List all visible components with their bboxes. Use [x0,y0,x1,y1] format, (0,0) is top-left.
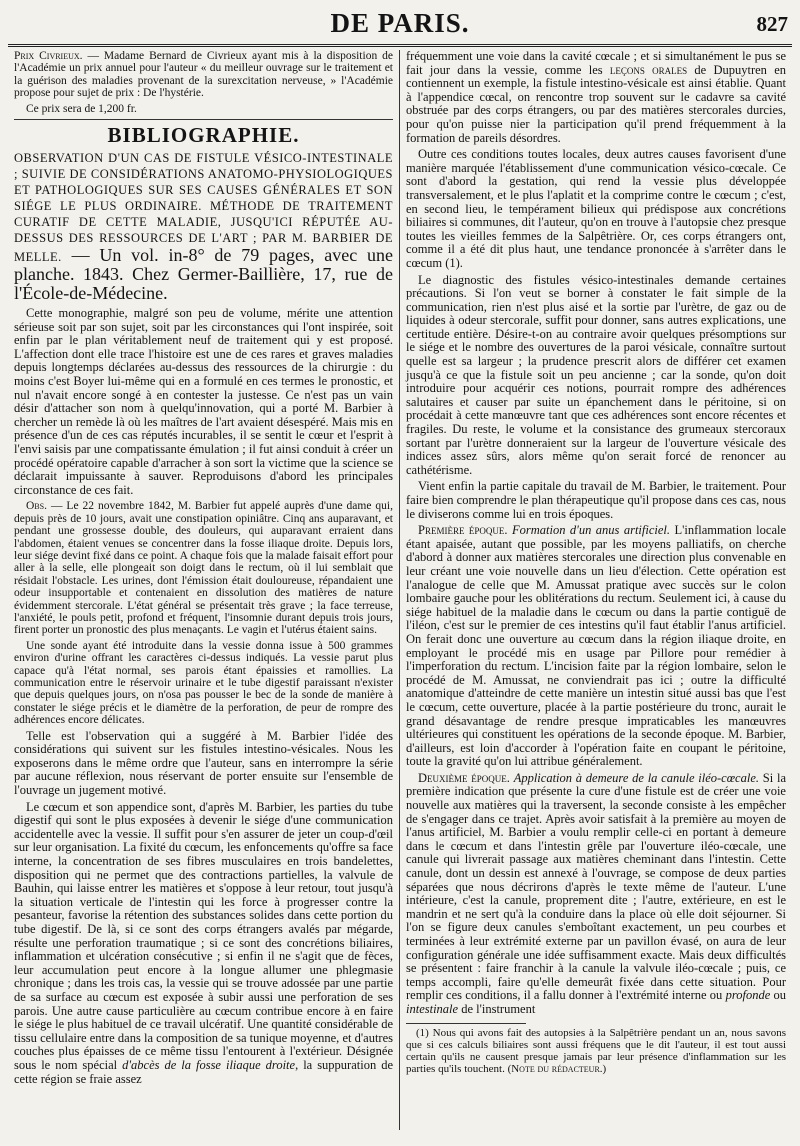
epoque-2-text: Si la première indication que présente la cure d'une fistule est de créer une voie nouvelle aux matières qui la traversent, la seconde consiste à les empêcher de s'engager dans ce trajet. Après avoir satisfait à la première au moyen de l'anus artificiel, M. Barbier a voulu remplir celle-ci en portant à demeure dans le cœcum et dans l'intestin grêle par l'ouverture iléo-cœcale, une canule qui livrerait passage aux matières cheminant dans l'intestin. Cette canule, dont un dessin est annexé à l'ouvrage, se compose de deux parties séparées que nous décrirons d'après le texte même de l'auteur. L'une intérieure, c'est la canule, proprement dite ; l'autre, extérieure, en est le mandrin et ne sert qu'à la conduire dans la place où elle doit séjourner. Si l'on se figure deux canules s'emboîtant exactement, un peu courbes et terminées à leur extrémité externe par un pavillon évasé, on aura de leur configuration générale une idée suffisamment exacte. Mais deux difficultés se présentent : faire franchir à la canule la valvule iléo-cœcale ; puis, ce temps accompli, faire qu'elle demeurât fixée dans cette situation. Pour remplir ces conditions, il a fallu donner à l'extrémité interne ou [406,770,786,1003]
bibliography-heading: BIBLIOGRAPHIE. [14,119,393,148]
prize-lead: Prix Civrieux. [14,50,83,62]
page-title: DE PARIS. [330,8,470,38]
paragraph-observation [14,500,393,636]
continued-smallcaps: leçons orales [609,62,688,77]
bibliography-book-title: OBSERVATION D'UN CAS DE FISTULE VÉSICO-INTESTINALE ; SUIVIE DE CONSIDÉRATIONS ANATOMO-PHYSIOLOGIQUES ET PATHOLOGIQUES SUR SES CAUSES GÉNÉRALES ET SON SIÉGE LE PLUS ORDINAIRE. MÉTHODE DE TRAITEMENT CURATIF DE CETTE MALADIE, JUSQU'ICI RÉPUTÉE AU-DESSUS DES RESSOURCES DE L'ART ; PAR M. BARBIER DE MELLE. [14,151,393,265]
prize-text: — Madame Bernard de Civrieux ayant mis à la disposition de l'Académie un prix annuel pour l'auteur « du meilleur ouvrage sur le traitement et la guérison des maladies provenant de la surexcitation nerveuse, » l'Académie propose pour sujet de prix : De l'hystérie. [14,50,393,100]
newspaper-page [8,8,792,1130]
footnote [406,1027,786,1075]
footnote-note: (Note du rédacteur.) [507,1062,607,1075]
epoque-2-italic-2: intestinale [406,1001,459,1016]
continued-text-b: de Dupuytren en contiennent un exemple, la fistule intestino-vésicale est ainsi établie. Quant à l'appendice cœcal, on rencontre trop souvent sur le cadavre sa cavité obstruée par des corps étrangers, ou par des matières stercorales durcies, pour qu'on puisse nier la participation qu'il prend fréquemment à la formation de pareils désordres. [406,62,786,145]
epoque-2-italic-1: profonde [725,988,771,1003]
caecum-text-a: Le cœcum et son appendice sont, d'après M. Barbier, les parties du tube digestif qui sont le plus exposées à devenir le siége d'une communication accidentelle avec la vessie. Il suffit pour s'en assurer de jeter un coup-d'œil sur leur organisation. La fixité du cœcum, les enfoncements qu'offre sa face interne, la concentration de ses fibres musculaires en trois bandelettes, disposition qui ne permet que des contractions partielles, la valvule de Bauhin, qui laisse entrer les matières et s'oppose à leur retour, tout jusqu'à la situation verticale de l'intestin qui les force à progresser contre la pesanteur, favorise la rétention des substances solides dans cette portion du tube digestif. De là, si ce sont des corps étrangers avalés par mégarde, résulte une perforation traumatique ; si ce sont des concrétions biliaires, inflammation et ulcération consécutive ; si enfin il ne s'agit que de fèces, leur accumulation peut encore à la longue allumer une phlegmasie chronique ; dans les trois cas, la vessie qui se trouve adossée par une partie de sa surface au cœcum est exposée à subir aussi une perforation de ses parois. Une autre cause particulière au cœcum contribue encore à en faire le siége le plus habituel de ce travail ulcératif. Une quantité considérable de tissu cellulaire entre dans la composition de sa tunique moyenne, et d'autres couches plus épaisses de ce même tissu l'entourent à l'extérieur. Désignée sous le nom spécial [14,799,393,1072]
right-column [400,50,792,1130]
paragraph-continued [406,50,786,145]
page-header [8,8,792,47]
caecum-italic: d'abcès de la fosse iliaque droite [122,1057,296,1072]
prize-notice [14,50,393,100]
paragraph-telle: Telle est l'observation qui a suggéré à M. Barbier l'idée des considérations qui suivent sur les fistules intestino-vésicales. Nous les exposerons dans le même ordre que l'auteur, sans en interrompre la série par aucune réflexion, nous réservant de porter ensuite sur l'ensemble de l'ouvrage un jugement motivé. [14,728,393,798]
epoque-2-mid: ou [770,988,787,1003]
paragraph-sonde: Une sonde ayant été introduite dans la vessie donna issue à 500 grammes environ d'urine offrant les caractères ci-dessus indiqués. La vessie parut plus capace qu'à l'état normal, ses parois étant épaissies et ramollies. La communication entre le réservoir urinaire et le tube digestif paraissant n'exister que depuis quelques jours, on n'osa pas pousser le bec de la sonde de manière à constater le siége précis et le diamètre de la perforation, de peur de rompre des adhérences encore délicates. [14,639,393,727]
footnote-text: (1) Nous qui avons fait des autopsies à la Salpêtrière pendant un an, nous savons que si ces calculs biliaires sont aussi fréquens que le dit l'auteur, il est tout aussi certain qu'ils ne causent presque jamais par leur présence d'inflammation sur les parties qu'ils touchent. [406,1026,786,1075]
prize-amount: Ce prix sera de 1,200 fr. [26,102,137,115]
article-columns [8,50,792,1130]
observation-text: — Le 22 novembre 1842, M. Barbier fut appelé auprès d'une dame qui, depuis près de 10 jours, avait une constipation opiniâtre. Cinq ans auparavant, et pendant une grossesse double, des douleurs, qui auparavant erraient dans l'abdomen, étaient venues se concentrer dans la fosse iliaque droite. Depuis lors, leur siége devint fixé dans ce point. A chaque fois que la malade faisait effort pour aller à la selle, elle plongeait son doigt dans le rectum, où il lui semblait que résidait l'obstacle. Les urines, dont l'émission était douloureuse, répandaient une odeur insupportable et contenaient en dissolution des matières de nature évidemment stercorale. L'état général se présentait très grave ; la face terreuse, l'anxiété, le pouls petit, profond et fréquent, l'insomnie durant depuis trois jours, firent porter un pronostic des plus menaçants. Le vagin et l'utérus étaient sains. [14,500,393,637]
paragraph-intro: Cette monographie, malgré son peu de volume, mérite une attention sérieuse soit par son sujet, soit par les circonstances qui l'ont inspirée, soit enfin par le plan véritablement neuf de traitement qui y est proposé. L'affection dont elle trace l'histoire est une de ces rares et graves maladies depuis longtemps déclarées au-dessus des ressources de la chirurgie : du moins c'est Boyer lui-même qui en a formulé en ces termes le pronostic, et nul n'avait encore songé à en contester la justesse. Ce n'est pas un vain désir d'attacher son nom à quelqu'innovation, qui a porté M. Barbier à chercher un remède là où les maîtres de l'art avaient désespéré. Mais mis en présence d'un de ces cas réputés incurables, il se sentit le cœur et l'esprit à l'envi saisis par une compatissante émulation ; il fut ainsi conduit à créer un procédé opératoire capable d'arracher à son sort la victime que la science se déclarait impuissante à sauver. Reproduisons d'abord les principales circonstance de ces fait. [14,306,393,497]
left-column [8,50,400,1130]
paragraph-caecum [14,801,393,1086]
paragraph-vient: Vient enfin la partie capitale du travail de M. Barbier, le traitement. Pour faire bien comprendre le plan thérapeutique qu'il propose dans ces cas, nous le diviserons comme lui en trois époques. [406,479,786,521]
caecum-text-b: , la suppuration de cette région se fraie assez [14,1057,393,1086]
bibliography-book-details: — Un vol. in-8° de 79 pages, avec une planche. 1843. Chez Germer-Baillière, 17, rue de l'École-de-Médecine. [14,245,393,304]
observation-lead: Obs. [26,500,47,513]
epoque-2-heading: Deuxième époque. [418,770,510,785]
bibliography-subtitle [14,150,393,303]
paragraph-epoque-1 [406,524,786,769]
paragraph-outre: Outre ces conditions toutes locales, deux autres causes favorisent d'une manière marquée l'établissement d'une communication vésico-cœcale. Ce sont d'abord la gestation, qui rend la vessie plus développée transversalement, et le plus l'aplatit et la comprime contre le cœcum ; c'est, en second lieu, le tempérament bilieux qui prédispose aux concrétions biliaires si communes, dit l'auteur, qu'on en trouve à l'autopsie chez presque toutes les vieilles femmes de la Salpêtrière. Or, ces corps étrangers ont, comme il a été dit plus haut, une tendance prononcée à s'arrêter dans le cœcum (1). [406,147,786,270]
paragraph-epoque-2 [406,772,786,1017]
epoque-1-text: L'inflammation locale étant apaisée, autant que possible, par les moyens palliatifs, on cherche d'abord à donner aux matières stercorales une direction plus convenable en leur créant une voie nouvelle dans un lieu d'élection. Cette opération est l'analogue de celle que M. Amussat pratique avec succès sur le colon lombaire gauche pour les oblitérations du rectum. Seulement ici, à cause du siége habituel de la maladie dans le cœcum ou dans la partie contiguë de l'iléon, c'est sur le premier de ces intestins qu'il faut établir l'anus artificiel. On ferait donc une ouverture au cœcum dans la région iliaque droite, en employant le procédé mis en usage par Pillore pour remédier à l'imperforation du rectum. L'incision faite par la région lombaire, selon le procédé de M. Amussat, ne conviendrait pas ici ; outre la difficulté anatomique d'atteindre de cette manière un intestin situé aussi bas que l'est le cœcum, cette ouverture, placée à la partie postérieure du tronc, aurait le grand désavantage de rendre presque impraticables les manœuvres ultérieures qui constituent les opérations de la seconde époque. M. Barbier, d'ailleurs, est loin d'accorder à l'opération faite en coupant le péritoine, toute la gravité qu'on lui attribue généralement. [406,523,787,769]
epoque-1-heading: Première époque. [418,523,508,538]
epoque-1-title: Formation d'un anus artificiel. [511,523,671,538]
footnote-divider [406,1023,526,1024]
page-number: 827 [756,12,788,36]
continued-text-a: fréquemment une voie dans la cavité cœcale ; et si simultanément le pus se fait jour dans la vessie, comme les [406,50,786,77]
epoque-2-end: de l'instrument [458,1001,536,1016]
paragraph-diagnostic: Le diagnostic des fistules vésico-intestinales demande certaines précautions. Si l'on veut se borner à constater le fait simple de la communication, rien n'est plus aisé et la sortie par l'urètre, de gaz ou de liquides à odeur stercorale, suffit pour donner, sans autres explications, une certitude entière. Désire-t-on au contraire avoir quelques présomptions sur le siége et le nombre des ouvertures de la paroi vésicale, connaître surtout quelle est sa largeur ; la prudence prescrit alors de différer cet examen jusqu'à ce que la fistule soit un peu ancienne ; car la sonde, qu'on doit introduire pour acquérir ces notions, pourrait rompre des adhérences salutaires et causer par suite un épanchement dans le péritoine, si on procédait à cette manœuvre tant que ces adhérences sont encore récentes et fragiles. Du reste, le volume et la consistance des grumeaux stercoraux sortant par l'urètre donneraient sur la largeur de l'ouverture vésicale des indices assez sûrs, alors même qu'on serait forcé de renoncer au cathétérisme. [406,272,786,477]
epoque-2-title: Application à demeure de la canule iléo-cœcale. [513,770,760,785]
